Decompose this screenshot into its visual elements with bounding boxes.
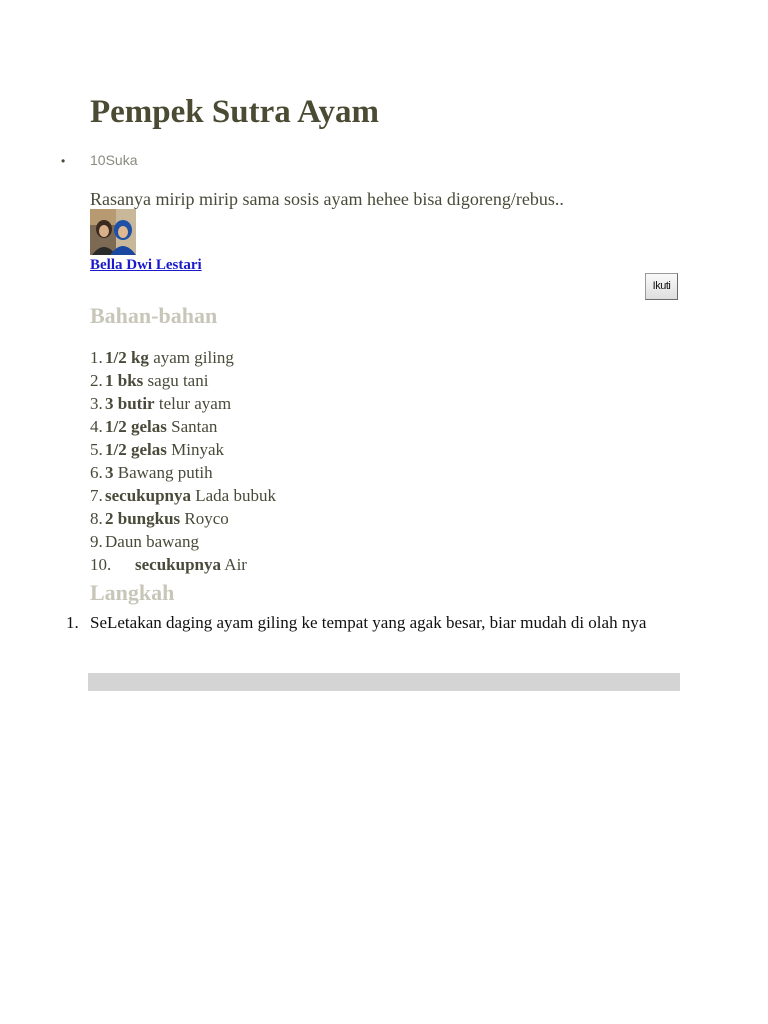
ingredient-number: 2. [90, 371, 103, 390]
ingredient-item [90, 392, 276, 415]
ingredient-number: 7. [90, 486, 103, 505]
ingredient-quantity: secukupnya [135, 555, 221, 574]
steps-heading: Langkah [90, 580, 175, 605]
ingredient-item [90, 461, 276, 484]
ingredient-quantity: secukupnya [105, 486, 191, 505]
ingredient-number: 3. [90, 394, 103, 413]
ingredient-quantity: 2 bungkus [105, 509, 181, 528]
ingredient-name: Minyak [166, 440, 224, 459]
steps-list [66, 612, 666, 634]
ingredient-name: Air [220, 555, 247, 574]
ingredients-list [90, 346, 276, 576]
ingredient-quantity: 1/2 gelas [105, 440, 167, 459]
bullet-icon: • [61, 154, 66, 168]
ingredient-name: Daun bawang [105, 532, 199, 551]
ingredient-number: 6. [90, 463, 103, 482]
ingredient-item [90, 484, 276, 507]
author-name-link[interactable]: Bella Dwi Lestari [90, 257, 202, 273]
ingredient-number: 5. [90, 440, 103, 459]
author-photo-icon [90, 209, 136, 255]
ingredient-name: Santan [166, 417, 218, 436]
ingredient-item [90, 369, 276, 392]
ingredient-item [90, 415, 276, 438]
ingredient-quantity: 1/2 gelas [105, 417, 167, 436]
ingredient-number: 8. [90, 509, 103, 528]
ingredient-number: 9. [90, 532, 103, 551]
step-number: 1. [66, 613, 79, 632]
step-item [66, 612, 666, 634]
ingredient-item [90, 507, 276, 530]
step-text: SeLetakan daging ayam giling ke tempat yang agak besar, biar mudah di olah nya [90, 613, 647, 632]
ingredient-item [90, 346, 276, 369]
ingredient-quantity: 1/2 kg [105, 348, 149, 367]
ingredient-item [90, 438, 276, 461]
ingredient-number: 4. [90, 417, 103, 436]
ingredient-item [90, 553, 276, 576]
likes-count[interactable]: 10Suka [90, 152, 138, 168]
ingredient-name: Bawang putih [113, 463, 213, 482]
recipe-description: Rasanya mirip mirip sama sosis ayam hehee bisa digoreng/rebus.. [90, 189, 564, 209]
ingredient-quantity: 3 [105, 463, 114, 482]
ingredient-item [90, 530, 276, 553]
follow-button[interactable]: Ikuti [645, 273, 678, 300]
ingredient-number: 1. [90, 348, 103, 367]
ingredient-name: telur ayam [154, 394, 232, 413]
ingredient-name: Royco [180, 509, 229, 528]
ingredients-heading: Bahan-bahan [90, 303, 218, 328]
ingredient-name: sagu tani [143, 371, 209, 390]
ingredient-quantity: 1 bks [105, 371, 144, 390]
step-image-placeholder [88, 673, 680, 691]
author-avatar[interactable] [90, 209, 136, 255]
ingredient-number: 10. [90, 555, 112, 574]
likes-row [61, 151, 137, 170]
ingredient-name: ayam giling [148, 348, 234, 367]
ingredient-quantity: 3 butir [105, 394, 155, 413]
ingredient-name: Lada bubuk [190, 486, 276, 505]
recipe-title: Pempek Sutra Ayam [90, 94, 380, 130]
